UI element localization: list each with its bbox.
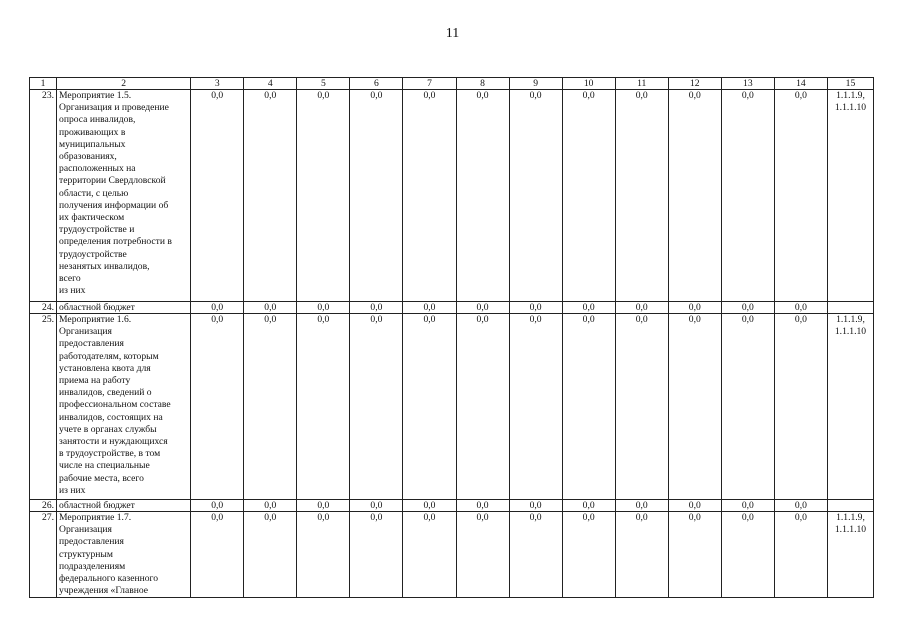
target-code: 1.1.1.9, 1.1.1.10	[827, 314, 873, 500]
value-cell: 0,0	[191, 512, 244, 598]
value-cell: 0,0	[774, 90, 827, 302]
value-cell: 0,0	[668, 90, 721, 302]
target-code: 1.1.1.9, 1.1.1.10	[827, 512, 873, 598]
column-header: 12	[668, 78, 721, 90]
value-cell: 0,0	[456, 90, 509, 302]
row-description: Мероприятие 1.7. Организация предоставления структурным подразделениям федерального казенного учреждения «Главное	[57, 512, 191, 598]
column-header: 11	[615, 78, 668, 90]
value-cell: 0,0	[774, 512, 827, 598]
row-number: 23.	[30, 90, 57, 302]
value-cell: 0,0	[721, 314, 774, 500]
value-cell: 0,0	[244, 302, 297, 314]
column-header: 4	[244, 78, 297, 90]
page-number: 11	[445, 26, 460, 41]
column-header: 10	[562, 78, 615, 90]
value-cell: 0,0	[562, 500, 615, 512]
value-cell: 0,0	[721, 90, 774, 302]
row-description: Мероприятие 1.5. Организация и проведение опроса инвалидов, проживающих в муниципальных образованиях, расположенных на территории Свердловской области, с целью получения информации об их фактическом трудоустройстве и определения потребности в трудоустройстве незанятых инвалидов, всего из них	[57, 90, 191, 302]
column-header: 7	[403, 78, 456, 90]
value-cell: 0,0	[509, 512, 562, 598]
value-cell: 0,0	[297, 314, 350, 500]
row-description: Мероприятие 1.6. Организация предоставления работодателям, которым установлена квота для приема на работу инвалидов, сведений о профессиональном составе инвалидов, состоящих на учете в органах службы занятости и нуждающихся в трудоустройстве, в том числе на специальные рабочие места, всего из них	[57, 314, 191, 500]
row-number: 27.	[30, 512, 57, 598]
value-cell: 0,0	[615, 314, 668, 500]
column-header: 14	[774, 78, 827, 90]
value-cell: 0,0	[668, 512, 721, 598]
value-cell: 0,0	[774, 500, 827, 512]
value-cell: 0,0	[403, 314, 456, 500]
value-cell: 0,0	[191, 90, 244, 302]
target-code: 1.1.1.9, 1.1.1.10	[827, 90, 873, 302]
column-header: 9	[509, 78, 562, 90]
row-description: областной бюджет	[57, 500, 191, 512]
value-cell: 0,0	[403, 512, 456, 598]
header-row	[30, 78, 874, 90]
value-cell: 0,0	[350, 90, 403, 302]
value-cell: 0,0	[456, 302, 509, 314]
row-number: 24.	[30, 302, 57, 314]
value-cell: 0,0	[297, 500, 350, 512]
value-cell: 0,0	[774, 302, 827, 314]
value-cell: 0,0	[668, 314, 721, 500]
value-cell: 0,0	[297, 90, 350, 302]
value-cell: 0,0	[509, 302, 562, 314]
value-cell: 0,0	[721, 500, 774, 512]
table-row	[30, 500, 874, 512]
value-cell: 0,0	[350, 314, 403, 500]
value-cell: 0,0	[721, 512, 774, 598]
value-cell: 0,0	[350, 302, 403, 314]
value-cell: 0,0	[350, 500, 403, 512]
column-header: 2	[57, 78, 191, 90]
value-cell: 0,0	[403, 302, 456, 314]
target-code	[827, 500, 873, 512]
table-row	[30, 512, 874, 598]
value-cell: 0,0	[774, 314, 827, 500]
value-cell: 0,0	[244, 500, 297, 512]
table-row	[30, 314, 874, 500]
value-cell: 0,0	[350, 512, 403, 598]
value-cell: 0,0	[562, 302, 615, 314]
column-header: 3	[191, 78, 244, 90]
value-cell: 0,0	[668, 500, 721, 512]
value-cell: 0,0	[615, 302, 668, 314]
value-cell: 0,0	[297, 512, 350, 598]
table-row	[30, 90, 874, 302]
row-number: 25.	[30, 314, 57, 500]
column-header: 1	[30, 78, 57, 90]
column-header: 15	[827, 78, 873, 90]
table-row	[30, 302, 874, 314]
value-cell: 0,0	[509, 500, 562, 512]
value-cell: 0,0	[244, 90, 297, 302]
value-cell: 0,0	[244, 314, 297, 500]
column-header: 13	[721, 78, 774, 90]
value-cell: 0,0	[721, 302, 774, 314]
column-header: 6	[350, 78, 403, 90]
row-description: областной бюджет	[57, 302, 191, 314]
column-header: 5	[297, 78, 350, 90]
value-cell: 0,0	[562, 314, 615, 500]
value-cell: 0,0	[615, 500, 668, 512]
program-table	[29, 77, 874, 598]
value-cell: 0,0	[297, 302, 350, 314]
value-cell: 0,0	[456, 500, 509, 512]
value-cell: 0,0	[191, 314, 244, 500]
value-cell: 0,0	[403, 90, 456, 302]
value-cell: 0,0	[191, 302, 244, 314]
target-code	[827, 302, 873, 314]
value-cell: 0,0	[615, 512, 668, 598]
value-cell: 0,0	[509, 90, 562, 302]
value-cell: 0,0	[456, 512, 509, 598]
value-cell: 0,0	[615, 90, 668, 302]
value-cell: 0,0	[562, 512, 615, 598]
value-cell: 0,0	[509, 314, 562, 500]
value-cell: 0,0	[668, 302, 721, 314]
value-cell: 0,0	[403, 500, 456, 512]
column-header: 8	[456, 78, 509, 90]
row-number: 26.	[30, 500, 57, 512]
value-cell: 0,0	[244, 512, 297, 598]
value-cell: 0,0	[456, 314, 509, 500]
value-cell: 0,0	[191, 500, 244, 512]
value-cell: 0,0	[562, 90, 615, 302]
